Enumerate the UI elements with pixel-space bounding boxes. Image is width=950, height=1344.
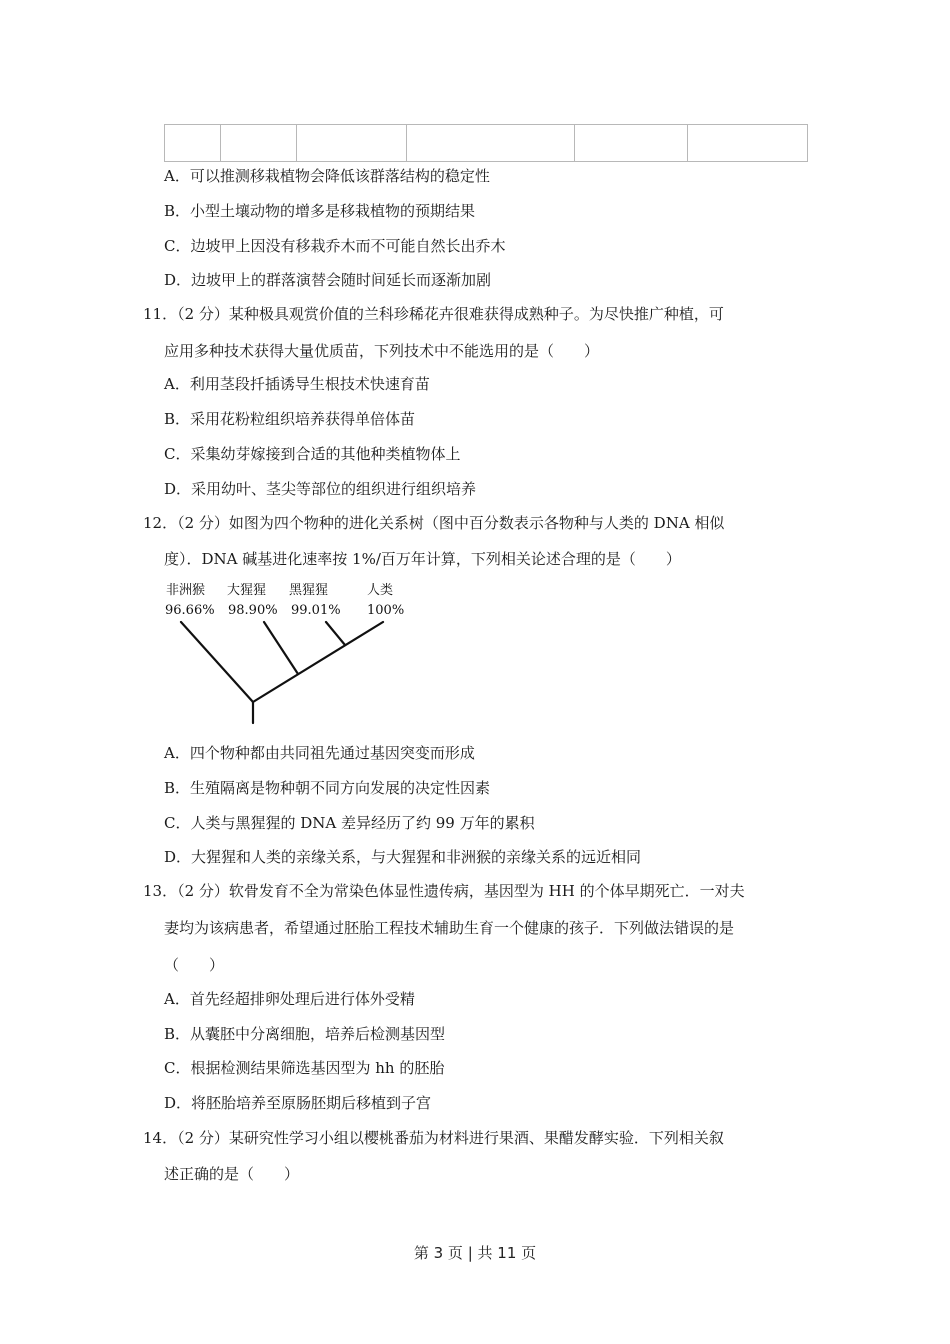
- q11-stem-line1: 11．（2 分）某种极具观赏价值的兰科珍稀花卉很难获得成熟种子。为尽快推广种植，可: [143, 305, 724, 323]
- q11-option-a: A．利用茎段扦插诱导生根技术快速育苗: [164, 375, 430, 393]
- q10-option-a: A．可以推测移栽植物会降低该群落结构的稳定性: [164, 167, 490, 185]
- table-fragment: [164, 124, 808, 162]
- tree-branch-gorilla: [264, 622, 298, 674]
- tree-species-label: 大猩猩: [227, 583, 267, 598]
- tree-similarity-label: 96.66%: [165, 603, 215, 618]
- q11-option-d: D．采用幼叶、茎尖等部位的组织进行组织培养: [164, 480, 477, 498]
- q10-option-c: C．边坡甲上因没有移栽乔木而不可能自然长出乔木: [164, 237, 506, 255]
- q11-option-b: B．采用花粉粒组织培养获得单倍体苗: [164, 410, 416, 428]
- tree-species-label: 人类: [367, 583, 394, 598]
- tree-branches: [163, 580, 413, 730]
- table-cell-divider: [220, 125, 221, 161]
- tree-species-label: 非洲猴: [166, 583, 206, 598]
- q13-stem-line3: （ ）: [164, 956, 225, 974]
- tree-branch-african-monkey: [181, 622, 253, 702]
- q11-option-c: C．采集幼芽嫁接到合适的其他种类植物体上: [164, 445, 461, 463]
- tree-similarity-label: 99.01%: [291, 603, 341, 618]
- q13-option-c: C．根据检测结果筛选基因型为 hh 的胚胎: [164, 1059, 445, 1077]
- q12-stem-line2: 度）．DNA 碱基进化速率按 1%/百万年计算，下列相关论述合理的是（ ）: [164, 550, 681, 568]
- table-cell-divider: [296, 125, 297, 161]
- q12-stem-line1: 12．（2 分）如图为四个物种的进化关系树（图中百分数表示各物种与人类的 DNA 相似: [143, 514, 725, 532]
- q12-option-c: C．人类与黑猩猩的 DNA 差异经历了约 99 万年的累积: [164, 814, 535, 832]
- tree-branch-chimpanzee: [326, 622, 345, 645]
- q11-stem-line2: 应用多种技术获得大量优质苗，下列技术中不能选用的是（ ）: [164, 342, 600, 360]
- page-footer: 第 3 页 | 共 11 页: [413, 1244, 537, 1262]
- q12-option-a: A．四个物种都由共同祖先通过基因突变而形成: [164, 744, 475, 762]
- tree-similarity-label: 98.90%: [228, 603, 278, 618]
- tree-similarity-label: 100%: [367, 603, 405, 618]
- q13-stem-line2: 妻均为该病患者，希望通过胚胎工程技术辅助生育一个健康的孩子．下列做法错误的是: [164, 919, 735, 937]
- q13-option-a: A．首先经超排卵处理后进行体外受精: [164, 990, 415, 1008]
- q12-option-b: B．生殖隔离是物种朝不同方向发展的决定性因素: [164, 779, 491, 797]
- q13-option-b: B．从囊胚中分离细胞，培养后检测基因型: [164, 1025, 446, 1043]
- q13-option-d: D．将胚胎培养至原肠胚期后移植到子宫: [164, 1094, 432, 1112]
- q14-stem-line1: 14．（2 分）某研究性学习小组以樱桃番茄为材料进行果酒、果醋发酵实验．下列相关叙: [143, 1129, 724, 1147]
- q14-stem-line2: 述正确的是（ ）: [164, 1165, 300, 1183]
- q13-stem-line1: 13．（2 分）软骨发育不全为常染色体显性遗传病，基因型为 HH 的个体早期死亡．一对夫: [143, 882, 745, 900]
- table-cell-divider: [406, 125, 407, 161]
- q12-option-d: D．大猩猩和人类的亲缘关系，与大猩猩和非洲猴的亲缘关系的远近相同: [164, 848, 642, 866]
- tree-species-label: 黑猩猩: [289, 583, 329, 598]
- evolution-tree-figure: [163, 580, 413, 730]
- q10-option-d: D．边坡甲上的群落演替会随时间延长而逐渐加剧: [164, 271, 492, 289]
- table-cell-divider: [687, 125, 688, 161]
- table-cell-divider: [574, 125, 575, 161]
- q10-option-b: B．小型土壤动物的增多是移栽植物的预期结果: [164, 202, 476, 220]
